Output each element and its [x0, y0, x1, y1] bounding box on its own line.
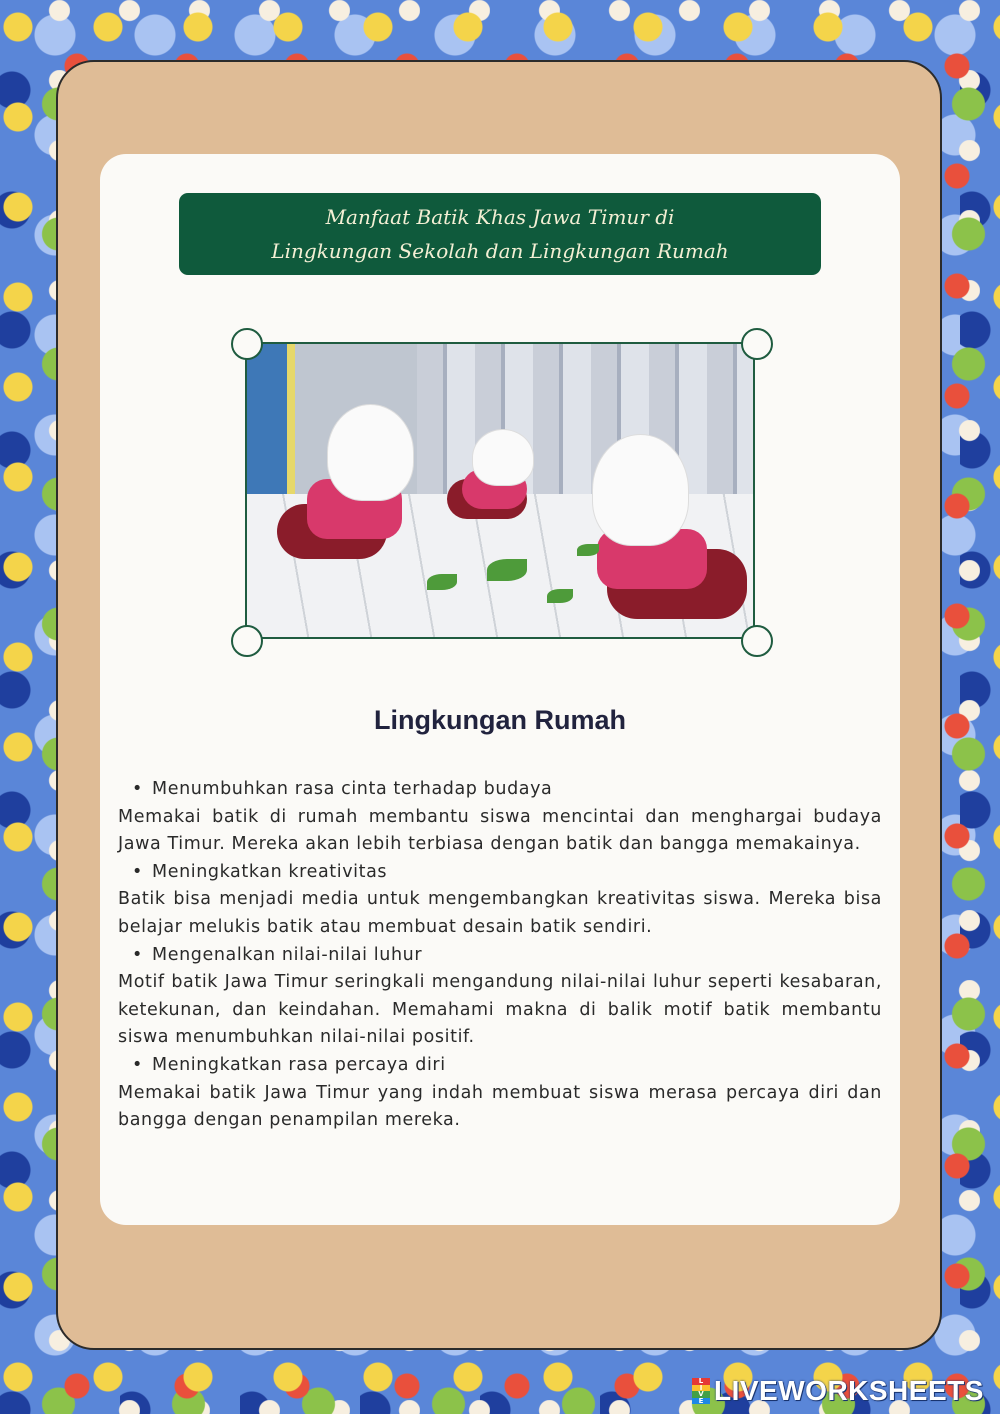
bullet-item: • Meningkatkan rasa percaya diri: [118, 1052, 882, 1080]
section-content: [118, 776, 882, 1135]
page-title: [179, 193, 821, 275]
title-line-1: Manfaat Batik Khas Jawa Timur di: [325, 205, 675, 229]
paragraph: Motif batik Jawa Timur seringkali mengandung nilai-nilai luhur seperti kesabaran, ketekunan, dan keindahan. Memahami makna di balik motif batik membantu siswa menumbuhkan nilai-nilai positif.: [118, 972, 882, 1048]
section-heading: Lingkungan Rumah: [374, 705, 626, 735]
logo-text: LIVEWORKSHEETS: [714, 1375, 984, 1406]
leaf-icon: [487, 559, 527, 581]
leaf-icon: [427, 574, 457, 590]
photo-corner: [741, 625, 773, 657]
bullet-item: • Menumbuhkan rasa cinta terhadap budaya: [118, 776, 882, 804]
leaf-icon: [577, 544, 599, 556]
logo-mark-icon: L I V E: [692, 1378, 710, 1404]
photo-corner: [741, 328, 773, 360]
title-line-2: Lingkungan Sekolah dan Lingkungan Rumah: [271, 239, 729, 263]
bullet-item: • Mengenalkan nilai-nilai luhur: [118, 942, 882, 970]
photo-corner: [231, 328, 263, 360]
leaf-icon: [547, 589, 573, 603]
liveworksheets-logo[interactable]: [692, 1376, 984, 1406]
bullet-item: • Meningkatkan kreativitas: [118, 859, 882, 887]
paragraph: Memakai batik Jawa Timur yang indah membuat siswa merasa percaya diri dan bangga dengan penampilan mereka.: [118, 1082, 882, 1131]
paragraph: Batik bisa menjadi media untuk mengembangkan kreativitas siswa. Mereka bisa belajar melukis batik atau membuat desain batik sendiri.: [118, 889, 882, 937]
paragraph: Memakai batik di rumah membantu siswa mencintai dan menghargai budaya Jawa Timur. Mereka akan lebih terbiasa dengan batik dan bangga memakainya.: [118, 806, 882, 855]
photo-corner: [231, 625, 263, 657]
students-batik-photo: [245, 342, 755, 639]
